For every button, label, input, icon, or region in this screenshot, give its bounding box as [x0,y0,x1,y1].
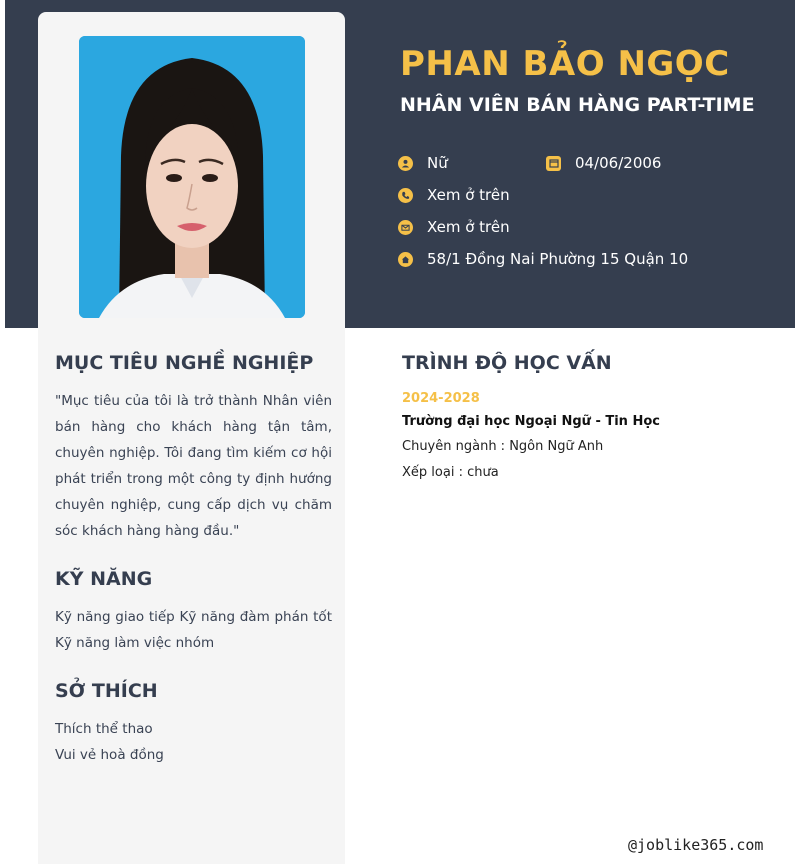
site-watermark: @joblike365.com [628,836,764,854]
phone-value: Xem ở trên [427,186,510,204]
home-icon [398,252,413,267]
contact-birthdate [546,154,661,172]
contact-email [398,218,510,236]
education-years: 2024-2028 [402,391,480,406]
candidate-name: PHAN BẢO NGỌC [400,44,730,84]
hobby-item: Thích thể thao [55,721,153,737]
objective-heading: MỤC TIÊU NGHỀ NGHIỆP [55,352,314,374]
education-school: Trường đại học Ngoại Ngữ - Tin Học [402,414,660,429]
hobbies-list [55,716,332,768]
hobby-item: Vui vẻ hoà đồng [55,747,164,763]
education-grade: Xếp loại : chưa [402,465,499,480]
hobbies-heading: SỞ THÍCH [55,680,158,702]
contact-phone [398,186,510,204]
job-title: NHÂN VIÊN BÁN HÀNG PART-TIME [400,94,755,116]
skills-heading: KỸ NĂNG [55,568,153,590]
mail-icon [398,220,413,235]
birthdate-value: 04/06/2006 [575,154,662,172]
skills-text: Kỹ năng giao tiếp Kỹ năng đàm phán tốt Kỹ năng làm việc nhóm [55,609,332,651]
education-heading: TRÌNH ĐỘ HỌC VẤN [402,352,612,374]
user-icon [398,156,413,171]
phone-icon [398,188,413,203]
objective-text: "Mục tiêu của tôi là trở thành Nhân viên bán hàng cho khách hàng tận tâm, chuyên nghiệp. Tôi đang tìm kiếm cơ hội phát triển trong một công ty định hướng chuyên nghiệp, cung cấp dịch vụ chăm sóc khách hàng hàng đầu." [55,393,332,539]
email-value: Xem ở trên [427,218,510,236]
gender-value: Nữ [427,154,448,172]
profile-photo [79,36,305,318]
education-major: Chuyên ngành : Ngôn Ngữ Anh [402,439,604,454]
calendar-icon [546,156,561,171]
contact-address [398,250,688,268]
address-value: 58/1 Đồng Nai Phường 15 Quận 10 [427,250,689,268]
contact-gender [398,154,448,172]
